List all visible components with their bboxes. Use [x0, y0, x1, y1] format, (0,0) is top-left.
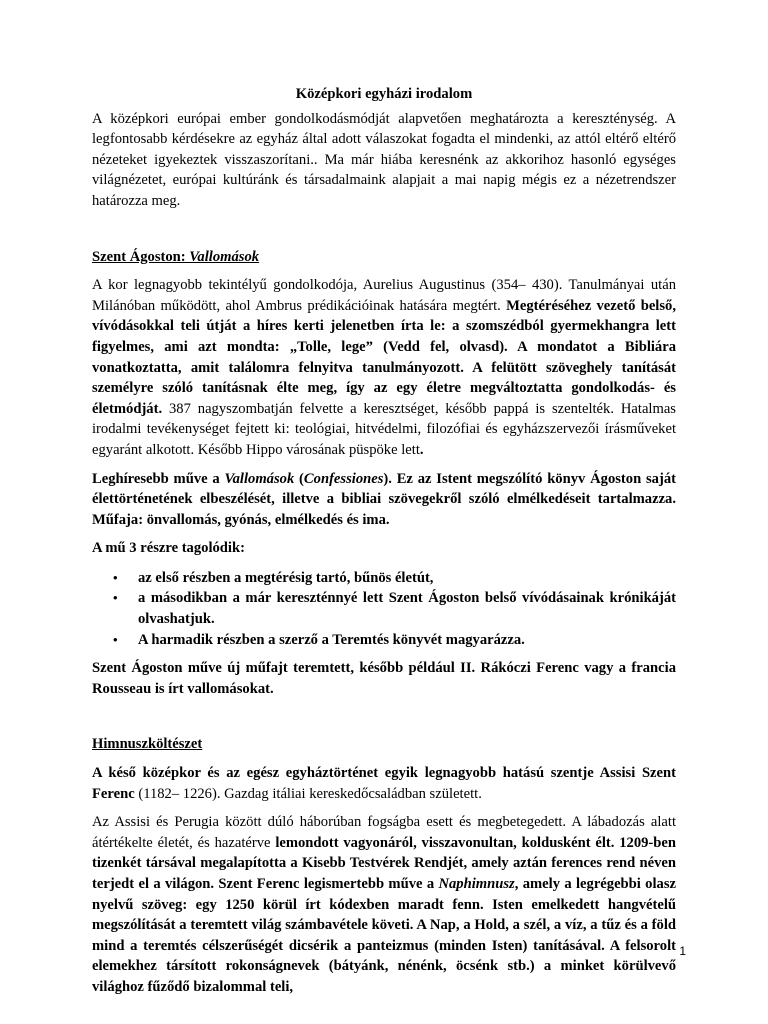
francis-life-text-c: , amely a legrégebbi olasz nyelvű szöveg: egy 1250 körül írt kódexben maradt fenn. Isten emelkedett hangvételű megszólítását a teremtett világ számbavétele követi. A Nap, a Hold, a szél, a víz, a tűz és a föld mind a teremtés célszerűségét dicsérik a panteizmus (minden Isten) tanításával. A felsorolt elemekhez társított rokonságnevek (bátyánk, nénénk, öcsénk stb.) a minket körülvevő világhoz fűződő bizalommal teli, — [92, 876, 676, 995]
confessions-text-c: ). Ez az Istent megszólító könyv Ágoston saját élettörténetének elbeszélését, illetve a bibliai szövegekről szóló elmélkedéseit tartalmazza. Műfaja: önvallomás, gyónás, elmélkedés és ima. — [92, 470, 676, 528]
biography-intro-text: A kor legnagyobb tekintélyű gondolkodója, Aurelius Augustinus (354– 430). Tanulmányai után Milánóban működött, ahol Ambrus prédikációinak hatására megtért. — [92, 277, 676, 314]
list-item-text: az első részben a megtérésig tartó, bűnös életút, — [138, 569, 434, 586]
francis-life-paragraph — [92, 812, 676, 997]
confessions-latin-title: Confessiones — [303, 470, 384, 487]
biography-later-text: 387 nagyszombatján felvette a keresztséget, később pappá is szentelték. Hatalmas irodalmi tevékenységet fejtett ki: teológiai, hitvédelmi, filozófiai és egyházszervezői írásműveket egyaránt alkotott. Később Hippo városának püspöke lett — [92, 400, 676, 458]
augustine-conclusion: Szent Ágoston műve új műfajt teremtett, később például II. Rákóczi Ferenc vagy a francia Rousseau is írt vallomásokat. — [92, 660, 676, 697]
section-heading-augustine — [92, 247, 676, 268]
list-item — [92, 588, 676, 629]
confessions-work-title: Vallomások — [224, 470, 295, 487]
section-heading-hymns: Himnuszköltészet — [92, 736, 203, 753]
confessions-text-a: Leghíresebb műve a — [92, 470, 225, 487]
page-number: 1 — [679, 944, 686, 958]
biography-end-period: . — [419, 441, 424, 458]
francis-intro-bold: A késő középkor és az egész egyháztörténet egyik legnagyobb hatású szentje Assisi Szent Ferenc — [92, 765, 676, 802]
bullet-icon: • — [113, 631, 118, 647]
francis-life-text-b: lemondott vagyonáról, visszavonultan, koldusként élt. 1209-ben tizenkét társával megalapította a Kisebb Testvérek Rendjét, amely aztán ferences rend néven terjedt el a világon. Szent Ferenc legismertebb műve a — [92, 834, 677, 892]
parts-intro: A mű 3 részre tagolódik: — [92, 540, 245, 557]
francis-intro-paragraph — [92, 763, 676, 804]
list-item — [92, 630, 676, 651]
bullet-icon: • — [113, 569, 118, 585]
conversion-story-text: Megtéréséhez vezető belső, vívódásokkal teli útját a híres kerti jelenetben írta le: a szomszédból gyermekhangra lett figyelmes, ami azt mondta: „Tolle, lege” (Vedd fel, olvasd). A mondatot a Bibliára vonatkoztatta, amit találomra felnyitva tanulmányozott. A felütött szöveghely tanítását személyre szóló tanításnak élte meg, így az egy életre megváltoztatta gondolkodás- és életmódját. — [92, 297, 676, 417]
page-title: Középkori egyházi irodalom — [295, 86, 473, 102]
heading-prefix: Szent Ágoston: — [92, 248, 190, 265]
francis-life-text-a: Az Assisi és Perugia között dúló háborúban fogságba esett és megbetegedett. A lábadozás alatt átértékelte életét, és hazatérve — [92, 814, 676, 851]
document-body — [92, 84, 676, 998]
francis-intro-regular: (1182– 1226). Gazdag itáliai kereskedőcsaládban született. — [134, 785, 482, 802]
confessions-paragraph — [92, 469, 676, 531]
intro-paragraph: A középkori európai ember gondolkodásmódját alapvetően meghatározta a kereszténység. A legfontosabb kérdésekre az egyház által adott válaszokat fogadta el mindenki, az attól eltérő eltérő nézeteket igyekeztek visszaszorítani.. Ma már hiába keresnénk az akkorihoz hasonló egységes világnézetet, európai kultúránk és társadalmaink alapjait a mai napig mégis ez a nézetrendszer határozza meg. — [92, 110, 676, 209]
list-item-text: A harmadik részben a szerző a Teremtés könyvét magyarázza. — [138, 631, 525, 648]
sun-hymn-title: Naphimnusz — [438, 876, 515, 892]
heading-work-title: Vallomások — [189, 248, 260, 265]
list-item — [92, 568, 676, 589]
parts-list — [92, 568, 676, 650]
bullet-icon: • — [113, 590, 118, 606]
list-item-text: a másodikban a már kereszténnyé lett Szent Ágoston belső vívódásainak krónikáját olvashatjuk. — [138, 590, 676, 628]
augustine-biography-paragraph — [92, 275, 676, 460]
confessions-text-b: ( — [294, 470, 304, 487]
